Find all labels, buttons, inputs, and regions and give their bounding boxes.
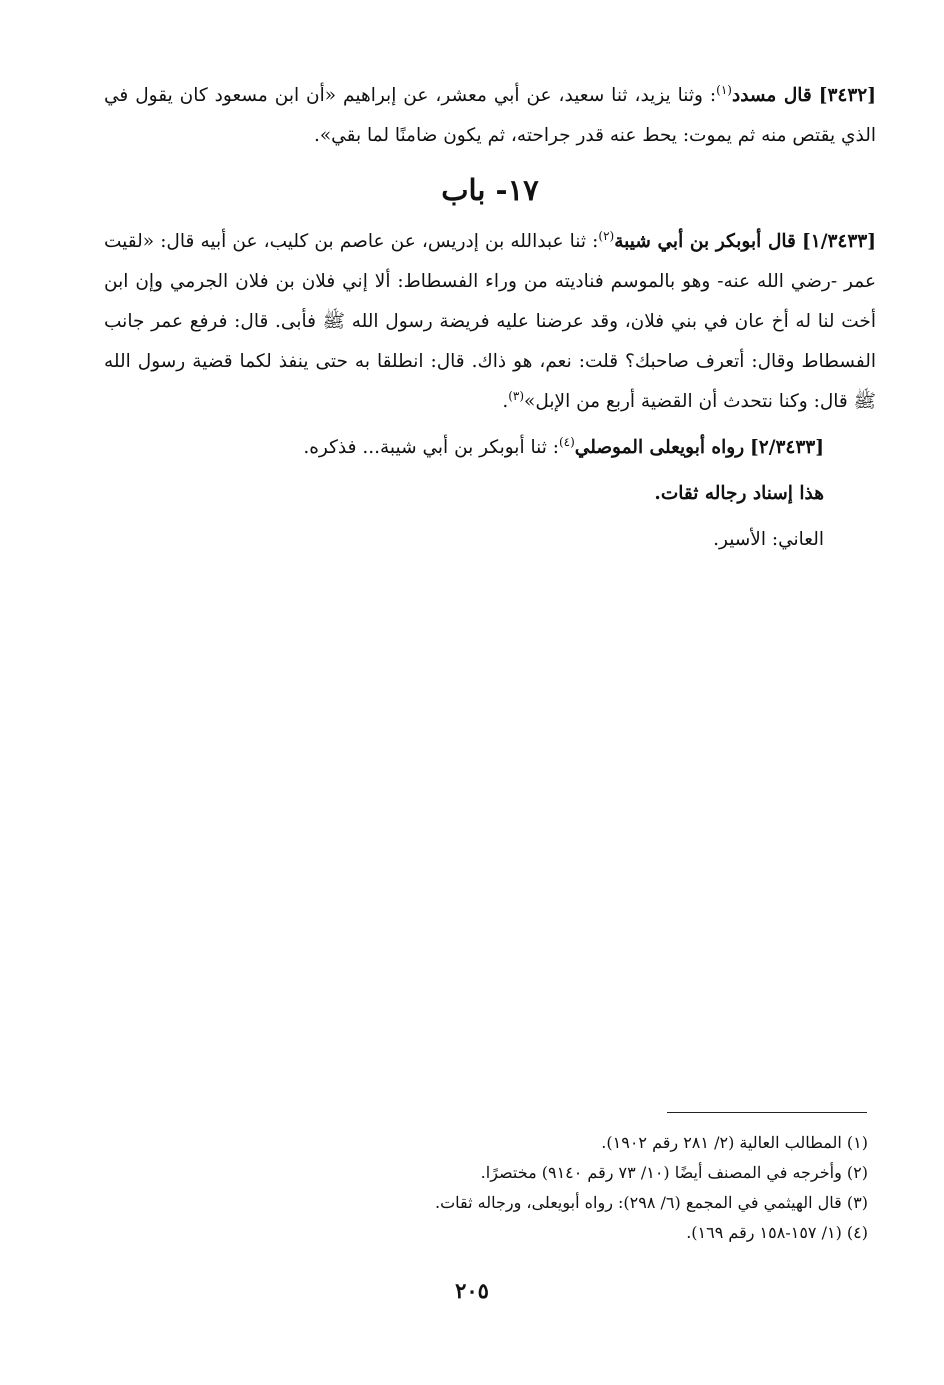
- footnote-4: (٤) (١/ ١٥٧-١٥٨ رقم ١٦٩).: [686, 1223, 868, 1242]
- main-text: [104, 76, 876, 560]
- page-number: ٢٠٥: [455, 1278, 489, 1303]
- entry-author: رواه أبويعلى الموصلي: [574, 437, 745, 458]
- entry-3432: [104, 76, 876, 156]
- gloss-note: العاني: الأسير.: [713, 529, 824, 550]
- footnote-marker: (١): [716, 82, 732, 97]
- entry-text-end: .: [502, 391, 509, 412]
- entry-ref: [١/٣٤٣٣]: [802, 231, 876, 252]
- entry-ref: [٣٤٣٢]: [818, 85, 876, 106]
- entry-text: : ثنا عبدالله بن إدريس، عن عاصم بن كليب، عن أبيه قال: «لقيت عمر -رضي الله عنه- وهو بالموسم فناديته من وراء الفسطاط: ألا إني فلان بن فلان الجرمي وإن ابن أخت لنا له أخ عان في بني فلان، وقد عرضنا عليه فريضة رسول الله ﷺ فأبى. قال: فرفع عمر جانب الفسطاط وقال: أتعرف صاحبك؟ قلت: نعم، هو ذاك. قال: انطلقا به حتى ينفذ لكما قضية رسول الله ﷺ قال: وكنا نتحدث أن القضية أربع من الإبل»: [104, 231, 876, 412]
- footnote-3: (٣) قال الهيثمي في المجمع (٦/ ٢٩٨): رواه أبويعلى، ورجاله ثقات.: [435, 1193, 868, 1212]
- entry-text: : ثنا أبوبكر بن أبي شيبة... فذكره.: [303, 437, 559, 458]
- footnotes: [104, 1128, 868, 1248]
- entry-author: قال مسدد: [731, 85, 812, 106]
- entry-text: : وثنا يزيد، ثنا سعيد، عن أبي معشر، عن إبراهيم «أن ابن مسعود كان يقول في الذي يقتص منه ثم يموت: يحط عنه قدر جراحته، ثم يكون ضامنًا لما بقي».: [104, 85, 876, 146]
- footnote-1: (١) المطالب العالية (٢/ ٢٨١ رقم ١٩٠٢).: [601, 1133, 868, 1152]
- footnote-separator: [667, 1112, 867, 1113]
- entry-ref: [٢/٣٤٣٣]: [750, 437, 824, 458]
- entry-3433-1: [104, 222, 876, 422]
- footnote-marker: (٢): [598, 228, 615, 243]
- chapter-heading: ١٧- باب: [441, 173, 539, 207]
- footnote-marker: (٣): [508, 388, 525, 403]
- grading-statement: هذا إسناد رجاله ثقات.: [654, 483, 824, 504]
- footnote-2: (٢) وأخرجه في المصنف أيضًا (١٠/ ٧٣ رقم ٩١٤٠) مختصرًا.: [480, 1163, 868, 1182]
- footnote-marker: (٤): [558, 434, 575, 449]
- entry-author: قال أبوبكر بن أبي شيبة: [614, 231, 796, 252]
- entry-3433-2: [104, 428, 876, 468]
